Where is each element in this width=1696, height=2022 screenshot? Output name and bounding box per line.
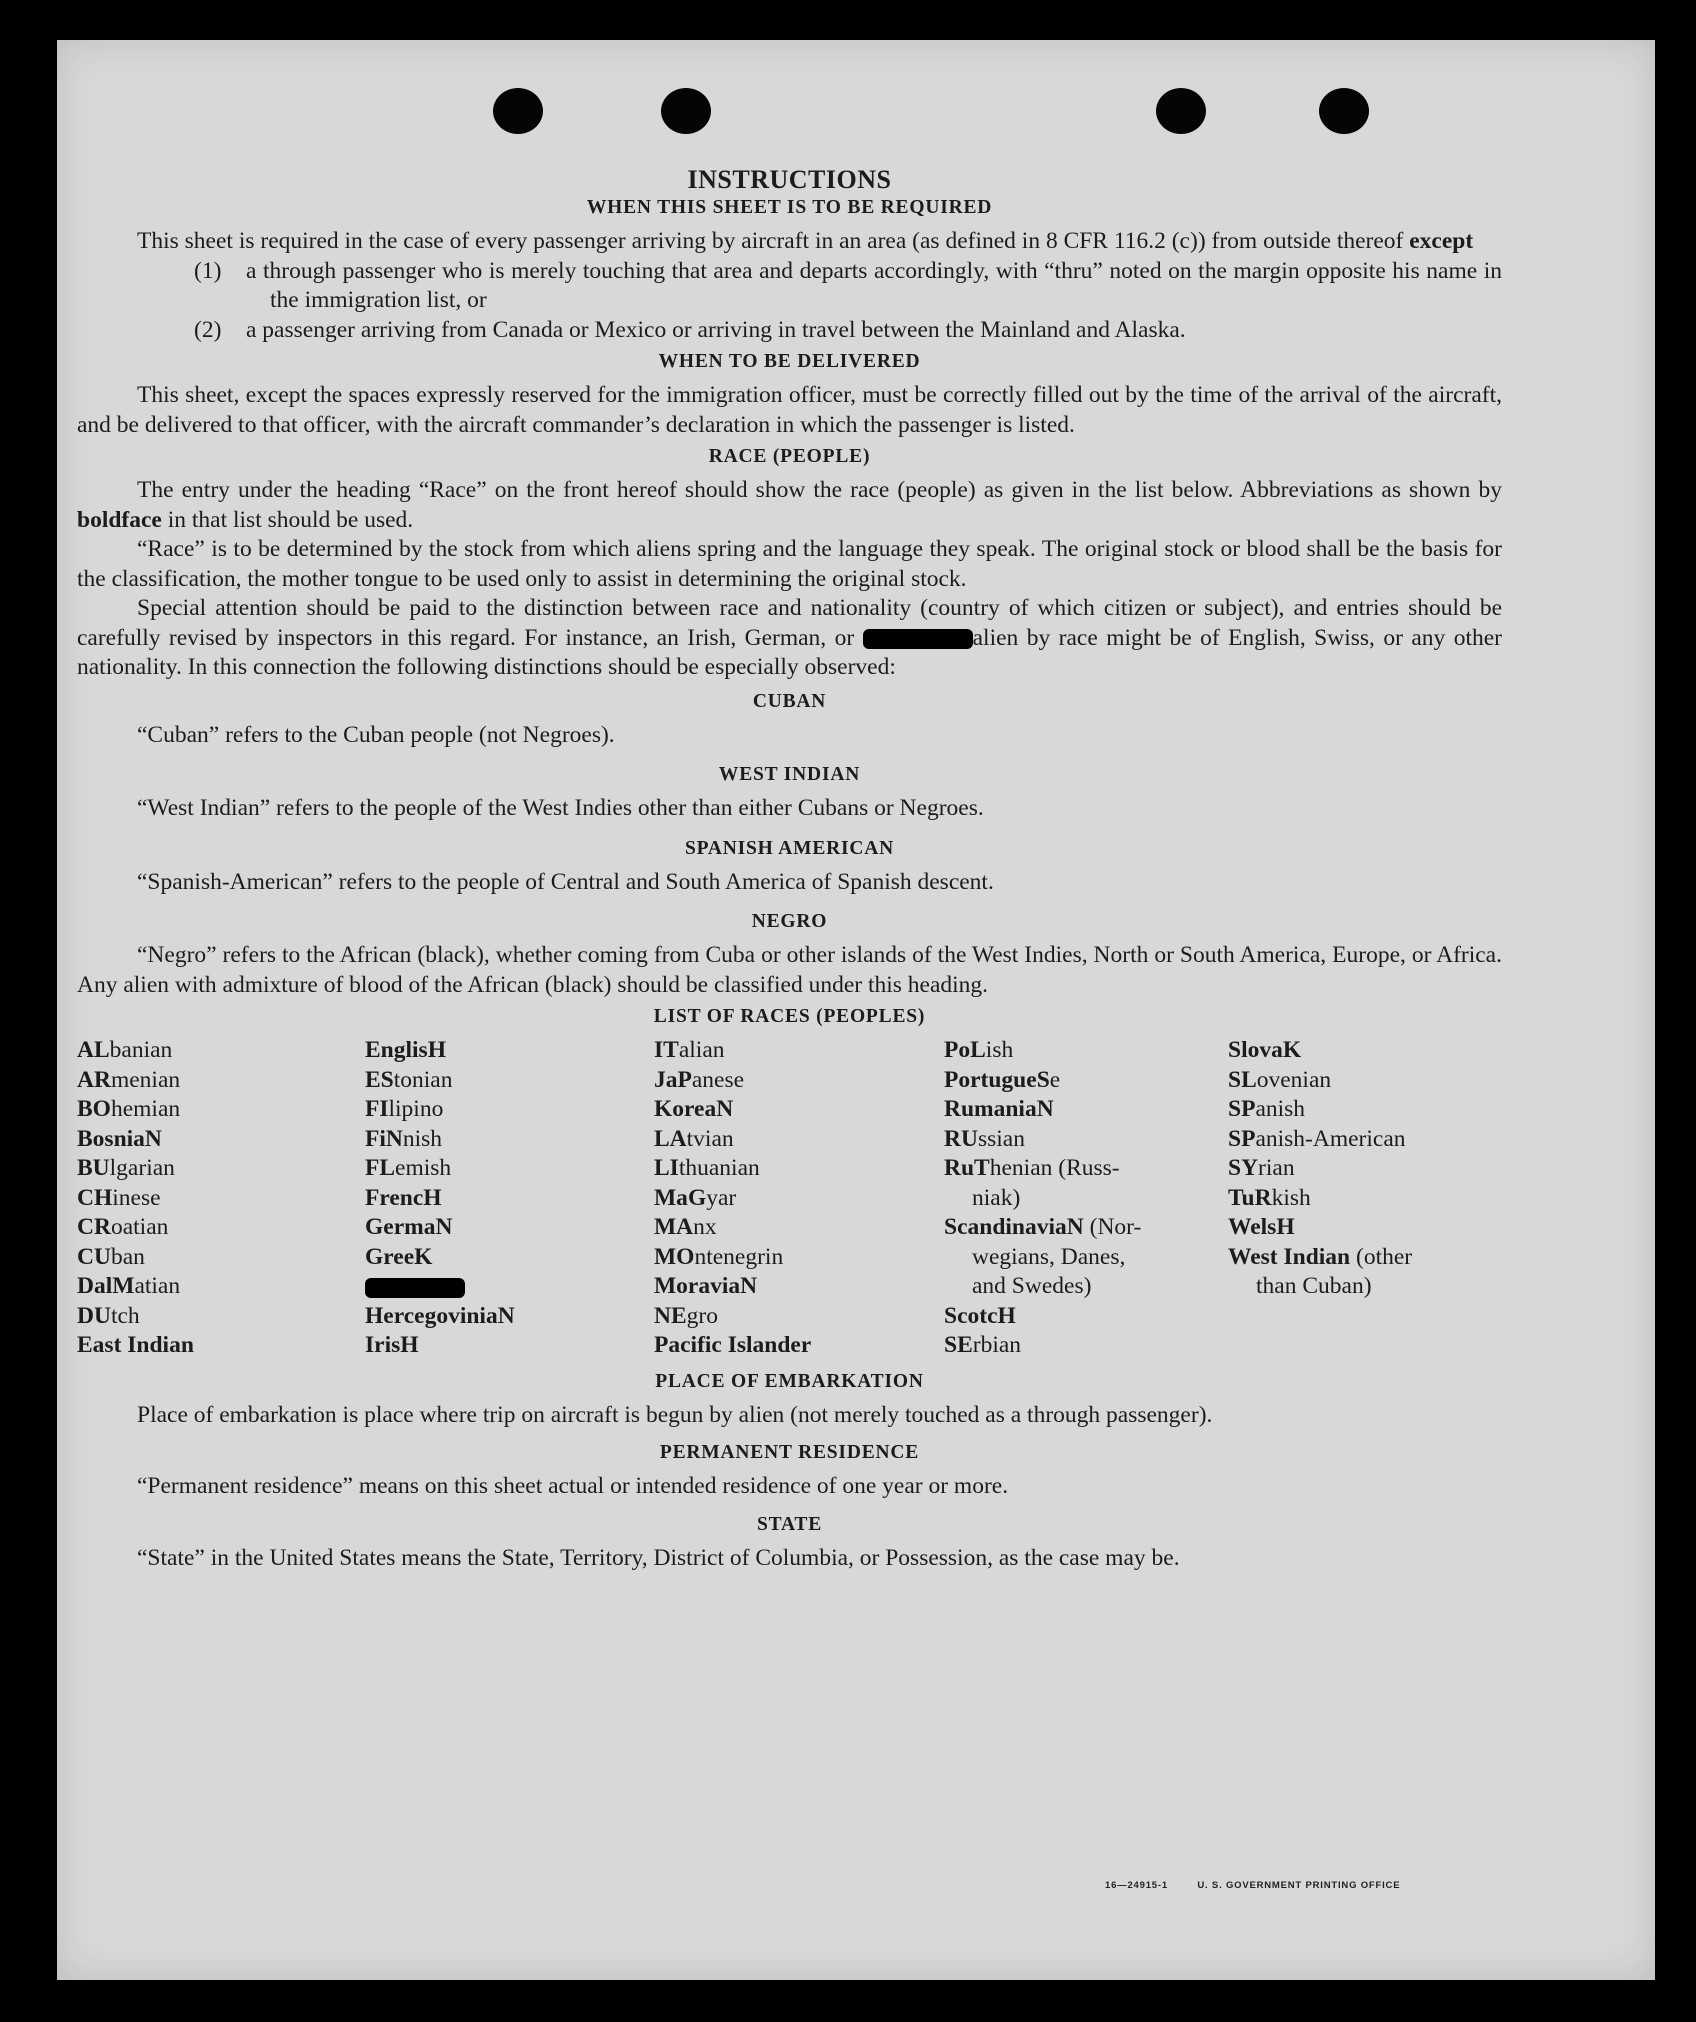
punch-hole <box>1319 88 1369 134</box>
race-entry: RUssian <box>944 1125 1025 1152</box>
section-heading-state: STATE <box>756 1513 823 1535</box>
residence-text: “Permanent residence” means on this sheet actual or intended residence of one year or more. <box>137 1473 1009 1499</box>
race-entry: JaPanese <box>654 1066 745 1093</box>
race-entry: CRoatian <box>77 1214 169 1240</box>
document-page <box>57 40 1655 1980</box>
races-list <box>77 1036 1502 1361</box>
race-entry: GreeK <box>365 1243 433 1270</box>
punch-hole <box>661 88 711 134</box>
race-entry: CHinese <box>77 1184 161 1211</box>
race-entry: ARmenian <box>77 1066 181 1093</box>
negro-text: “Negro” refers to the African (black), whether coming from Cuba or other islands of the West Indies, North or South America, Europe, or Africa. Any alien with admixture of blood of the African (black) should be classified under this heading. <box>77 942 1502 998</box>
section-heading-negro: NEGRO <box>751 911 828 932</box>
race-paragraph-2: “Race” is to be determined by the stock from which aliens spring and the language they speak. The original stock or blood shall be the basis for the classification, the mother tongue to be used only to assist in determining the original stock. <box>77 536 1502 592</box>
race-entry: West Indian (other <box>1228 1243 1413 1270</box>
race-entry: RumaniaN <box>944 1096 1054 1122</box>
instructions-body <box>77 165 1502 1573</box>
race-entry: SLovenian <box>1228 1066 1332 1093</box>
race-entry: East Indian <box>77 1332 194 1358</box>
race-entry: LIthuanian <box>654 1155 760 1181</box>
embarkation-text: Place of embarkation is place where trip on aircraft is begun by alien (not merely touched as a through passenger). <box>137 1401 1213 1428</box>
race-entry: than Cuban) <box>1256 1273 1372 1299</box>
race-entry: SPanish-American <box>1228 1125 1406 1152</box>
race-entry: WelsH <box>1228 1214 1295 1240</box>
race-entry: PoLish <box>944 1037 1014 1063</box>
cuban-text: “Cuban” refers to the Cuban people (not Negroes). <box>137 721 615 748</box>
section-heading-embarkation: PLACE OF EMBARKATION <box>655 1370 924 1392</box>
race-entry: EnglisH <box>365 1037 446 1063</box>
races-column <box>654 1036 944 1361</box>
printer-imprint: U. S. GOVERNMENT PRINTING OFFICE <box>1197 1880 1401 1891</box>
section-heading-delivered: WHEN TO BE DELIVERED <box>658 351 921 372</box>
page-title: INSTRUCTIONS <box>687 165 892 194</box>
section-heading-race: RACE (PEOPLE) <box>708 446 871 467</box>
race-entry: SPanish <box>1228 1096 1306 1122</box>
section-heading-list-of-races: LIST OF RACES (PEOPLES) <box>653 1006 926 1027</box>
races-column <box>944 1036 1228 1361</box>
race-paragraph-3: Special attention should be paid to the distinction between race and nationality (country of which citizen or subject), and entries should be carefully revised by inspectors in this regard. For instance, an Irish, German, or alien by race might be of English, Swiss, or any other nationality. In this connection the following distinctions should be especially observed: <box>77 595 1502 680</box>
race-entry: ALbanian <box>77 1037 173 1063</box>
race-entry: SErbian <box>944 1332 1022 1358</box>
race-entry: Pacific Islander <box>654 1332 812 1358</box>
punch-hole <box>1156 88 1206 134</box>
redaction-mark <box>365 1278 465 1298</box>
west-indian-text: “West Indian” refers to the people of the West Indies other than either Cubans or Negroes. <box>137 795 984 821</box>
race-entry: BosniaN <box>77 1125 162 1152</box>
race-entry: ITalian <box>654 1037 725 1063</box>
redaction-mark <box>863 629 973 649</box>
section-heading-spanish-american: SPANISH AMERICAN <box>684 837 895 859</box>
race-entry: ScotcH <box>944 1302 1016 1329</box>
spanish-american-text: “Spanish-American” refers to the people of Central and South America of Spanish descent. <box>137 868 994 895</box>
delivered-text: This sheet, except the spaces expressly reserved for the immigration officer, must be correctly filled out by the time of the arrival of the aircraft, and be delivered to that officer, with the aircraft commander’s declaration in which the passenger is listed. <box>77 382 1502 438</box>
punch-hole <box>493 88 543 134</box>
race-entry: IrisH <box>365 1332 419 1358</box>
race-entry: MAnx <box>654 1214 717 1240</box>
race-entry: MaGyar <box>654 1184 737 1211</box>
races-column <box>77 1036 365 1361</box>
state-text: “State” in the United States means the State, Territory, District of Columbia, or Possession, as the case may be. <box>137 1544 1180 1571</box>
race-entry: FiNnish <box>365 1125 443 1152</box>
race-entry: HercegoviniaN <box>365 1302 515 1329</box>
section-heading-west-indian: WEST INDIAN <box>718 764 861 785</box>
race-entry: CUban <box>77 1243 145 1270</box>
form-number: 16—24915-1 <box>1105 1880 1168 1891</box>
race-entry: EStonian <box>365 1066 453 1093</box>
race-entry: TuRkish <box>1228 1184 1311 1211</box>
race-entry: NEgro <box>654 1302 718 1329</box>
race-entry: KoreaN <box>654 1096 734 1122</box>
race-entry: SlovaK <box>1228 1037 1302 1063</box>
race-entry: FrencH <box>365 1184 442 1211</box>
race-entry: and Swedes) <box>972 1273 1092 1299</box>
race-entry: PortugueSe <box>944 1066 1061 1093</box>
race-paragraph-1: The entry under the heading “Race” on the front hereof should show the race (people) as given in the list below. Abbreviations as shown by boldface in that list should be used. <box>77 477 1502 533</box>
race-entry: GermaN <box>365 1214 453 1240</box>
race-entry: FLemish <box>365 1155 452 1181</box>
race-entry: BOhemian <box>77 1096 181 1122</box>
race-entry: LAtvian <box>654 1125 734 1152</box>
form-footer <box>1105 1880 1426 1891</box>
required-intro: This sheet is required in the case of every passenger arriving by aircraft in an area (as defined in 8 CFR 116.2 (c)) from outside thereof except <box>137 228 1474 254</box>
section-heading-residence: PERMANENT RESIDENCE <box>659 1442 920 1463</box>
race-entry: SYrian <box>1228 1155 1295 1181</box>
race-entry: BUlgarian <box>77 1155 175 1181</box>
section-heading-cuban: CUBAN <box>752 690 827 712</box>
race-entry: MOntenegrin <box>654 1243 784 1270</box>
exception-item: (2) a passenger arriving from Canada or Mexico or arriving in travel between the Mainland and Alaska. <box>194 316 1186 343</box>
race-entry: FIlipino <box>365 1096 444 1122</box>
races-column <box>365 1036 654 1361</box>
race-entry: DUtch <box>77 1302 140 1329</box>
race-entry: MoraviaN <box>654 1273 758 1299</box>
race-entry: wegians, Danes, <box>972 1243 1126 1270</box>
race-entry: DalMatian <box>77 1273 181 1299</box>
race-entry: RuThenian (Russ- <box>944 1155 1120 1181</box>
races-column <box>1228 1036 1498 1361</box>
race-entry: niak) <box>972 1184 1021 1211</box>
race-entry <box>365 1272 654 1302</box>
exception-item: (1) a through passenger who is merely touching that area and departs accordingly, with “thru” noted on the margin opposite his name in the immigration list, or <box>194 257 1502 313</box>
section-heading-required: WHEN THIS SHEET IS TO BE REQUIRED <box>586 197 993 218</box>
race-entry: ScandinaviaN (Nor- <box>944 1214 1142 1240</box>
